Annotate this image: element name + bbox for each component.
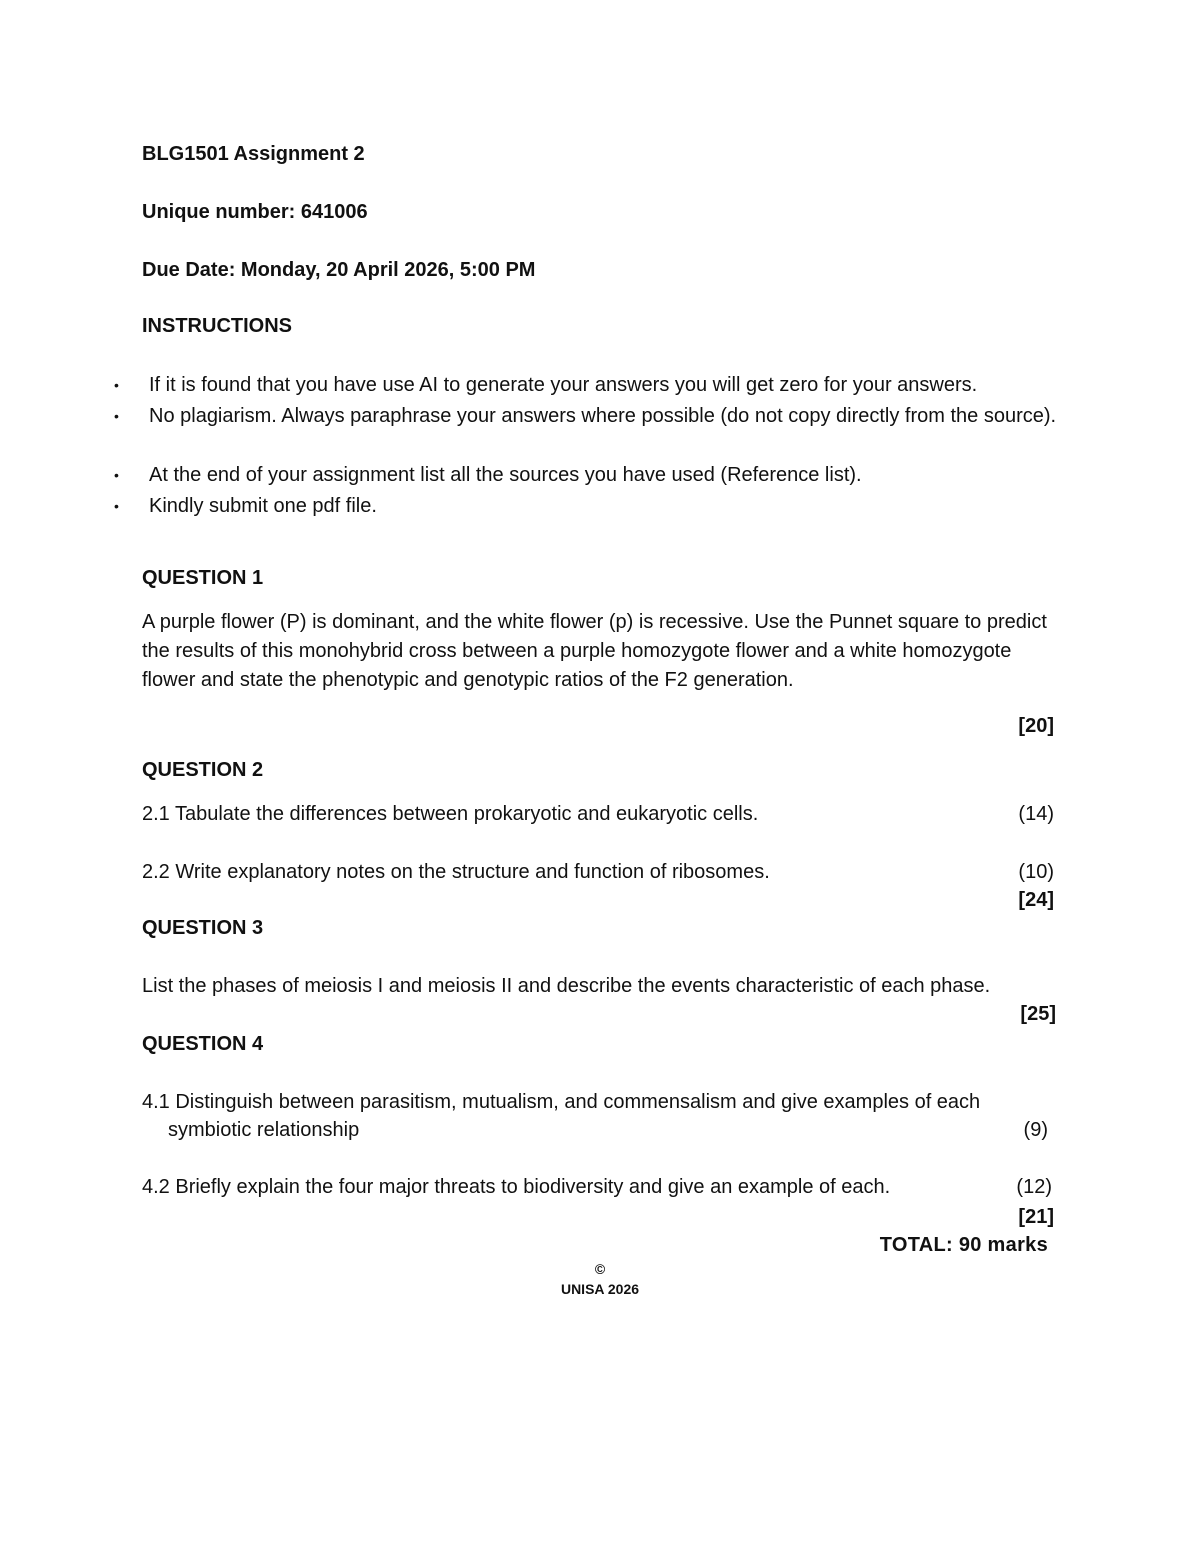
question-2-2-marks: (10) bbox=[1018, 861, 1054, 883]
question-4-2-text: 4.2 Briefly explain the four major threats to biodiversity and give an example of each. bbox=[142, 1176, 891, 1198]
due-date: Due Date: Monday, 20 April 2026, 5:00 PM bbox=[142, 259, 536, 281]
bullet-icon: • bbox=[114, 498, 119, 514]
instruction-item: No plagiarism. Always paraphrase your answers where possible (do not copy directly from the source). bbox=[149, 405, 1057, 427]
question-3-total: [25] bbox=[1020, 1003, 1056, 1025]
question-2-2-text: 2.2 Write explanatory notes on the structure and function of ribosomes. bbox=[142, 861, 770, 883]
question-3-heading: QUESTION 3 bbox=[142, 917, 264, 939]
question-2-total: [24] bbox=[1018, 889, 1054, 911]
question-4-total: [21] bbox=[1018, 1206, 1054, 1228]
question-4-1-text-cont: symbiotic relationship bbox=[168, 1119, 360, 1141]
copyright-symbol: © bbox=[594, 1261, 606, 1277]
instructions-heading: INSTRUCTIONS bbox=[142, 315, 292, 337]
question-1-total: [20] bbox=[1018, 715, 1054, 737]
question-2-1-text: 2.1 Tabulate the differences between prokaryotic and eukaryotic cells. bbox=[142, 803, 759, 825]
question-2-heading: QUESTION 2 bbox=[142, 759, 264, 781]
instruction-item: At the end of your assignment list all the sources you have used (Reference list). bbox=[149, 464, 862, 486]
document-title: BLG1501 Assignment 2 bbox=[142, 143, 365, 165]
bullet-icon: • bbox=[114, 377, 119, 393]
unique-number: Unique number: 641006 bbox=[142, 201, 368, 223]
instruction-item: If it is found that you have use AI to generate your answers you will get zero for your answers. bbox=[149, 374, 978, 396]
question-1-heading: QUESTION 1 bbox=[142, 567, 264, 589]
question-4-1-marks: (9) bbox=[1023, 1119, 1048, 1141]
grand-total: TOTAL: 90 marks bbox=[879, 1234, 1048, 1256]
question-4-2-marks: (12) bbox=[1016, 1176, 1052, 1198]
question-4-1-text: 4.1 Distinguish between parasitism, mutualism, and commensalism and give examples of each bbox=[142, 1091, 981, 1113]
question-2-1-marks: (14) bbox=[1018, 803, 1054, 825]
instruction-item: Kindly submit one pdf file. bbox=[149, 495, 377, 517]
bullet-icon: • bbox=[114, 408, 119, 424]
footer-org: UNISA 2026 bbox=[560, 1281, 640, 1297]
bullet-icon: • bbox=[114, 467, 119, 483]
question-3-text: List the phases of meiosis I and meiosis II and describe the events characteristic of each phase. bbox=[142, 975, 991, 997]
question-1-text: A purple flower (P) is dominant, and the white flower (p) is recessive. Use the Punnet square to predict the results of this monohybrid cross between a purple homozygote flower and a white homozygote flower and state the phenotypic and genotypic ratios of the F2 generation. bbox=[142, 611, 1047, 691]
question-4-heading: QUESTION 4 bbox=[142, 1033, 264, 1055]
